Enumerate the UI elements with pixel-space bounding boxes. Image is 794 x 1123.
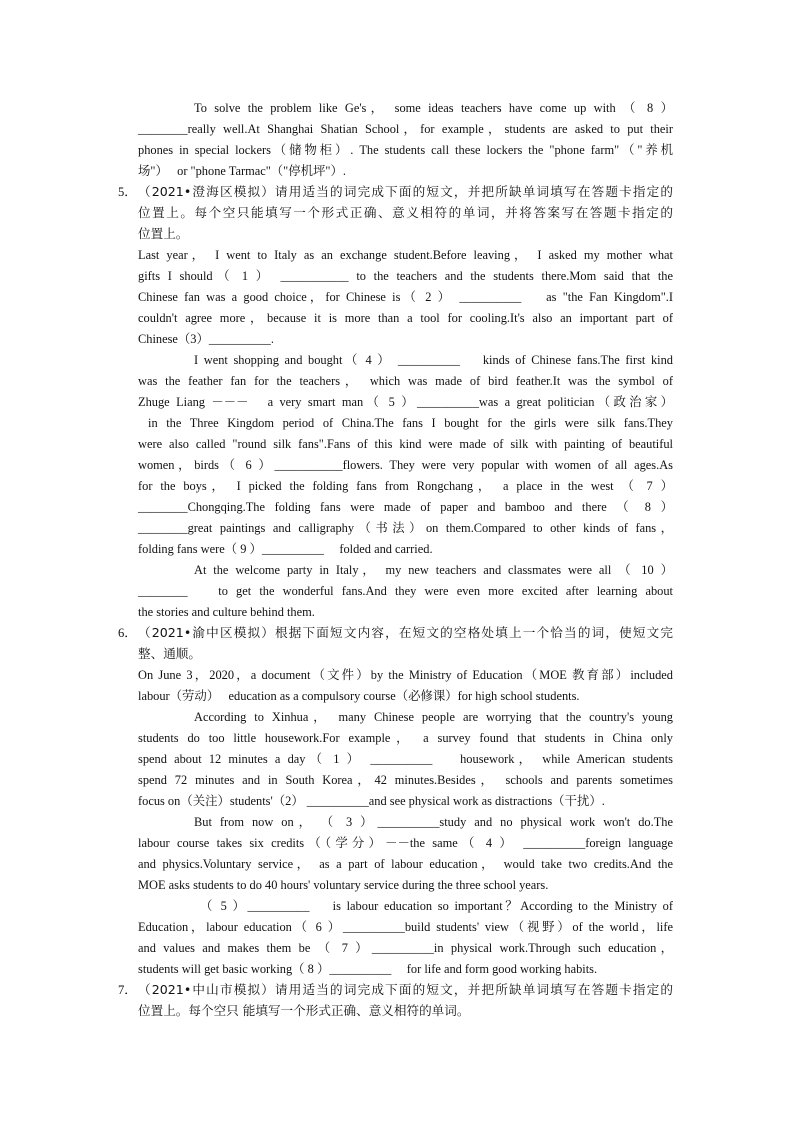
question-number: 6． bbox=[118, 626, 137, 640]
text-line: I went shopping and bought（ 4 ） __________ kinds of Chinese fans.The first kind bbox=[194, 353, 673, 367]
text-line: was the feather fan for the teachers， which was made of bird feather.It was the symbol of bbox=[138, 374, 673, 388]
text-line: focus on（关注）students'（2） __________and see physical work as distractions（干扰）. bbox=[138, 794, 605, 808]
question-instruction: （2021•渝中区模拟）根据下面短文内容，在短文的空格处填上一个恰当的词，使短文完 bbox=[138, 625, 673, 640]
text-line: ________Chongqing.The folding fans were made of paper and bamboo and there （ 8 ） bbox=[138, 500, 673, 514]
text-line: ________ to get the wonderful fans.And they were even more excited after learning about bbox=[138, 584, 673, 598]
question-instruction: （2021•中山市模拟）请用适当的词完成下面的短文，并把所缺单词填写在答题卡指定的 bbox=[138, 982, 673, 997]
text-line: 位置上。每个空只能填写一个形式正确、意义相符的单词，并将答案写在答题卡指定的 bbox=[138, 205, 673, 220]
text-line: Last year， I went to Italy as an exchange student.Before leaving， I asked my mother what bbox=[138, 248, 673, 262]
text-line: and physics.Voluntary service， as a part of labour education， would take two credits.And the bbox=[138, 857, 673, 871]
text-line: 位置上。每个空只 能填写一个形式正确、意义相符的单词。 bbox=[138, 1003, 470, 1018]
question-number: 7． bbox=[118, 983, 137, 997]
text-line: At the welcome party in Italy， my new teachers and classmates were all （ 10 ） bbox=[194, 563, 673, 577]
text-line: students will get basic working（ 8 ）__________ for life and form good working habits. bbox=[138, 962, 598, 976]
text-line: labour course takes six credits（（学分）－－the same（ 4 ） __________foreign language bbox=[138, 836, 673, 850]
text-line: Zhuge Liang －－－ a very smart man（ 5 ）__________was a great politician（政治家） bbox=[138, 395, 673, 409]
text-line: women，birds（ 6 ）___________flowers. They were very popular with women of all ages.As bbox=[138, 458, 673, 472]
text-line: Education，labour education（ 6 ）__________build students' view（视野）of the world，life bbox=[138, 920, 673, 934]
text-line: the stories and culture behind them. bbox=[138, 605, 315, 619]
text-line: couldn't agree more，because it is more than a tool for cooling.It's also an important part of bbox=[138, 311, 673, 325]
text-line: in the Three Kingdom period of China.The fans I bought for the girls were silk fans.They bbox=[148, 416, 673, 430]
text-line: To solve the problem like Ge's， some ideas teachers have come up with （ 8 ） bbox=[194, 101, 673, 115]
text-line: phones in special lockers（储物柜）. The students call these lockers the "phone farm"（"养机 bbox=[138, 143, 673, 157]
text-line: labour（劳动） education as a compulsory course（必修课）for high school students. bbox=[138, 689, 580, 703]
text-line: students do too little housework.For example， a survey found that students in China only bbox=[138, 731, 673, 745]
text-line: MOE asks students to do 40 hours' voluntary service during the three school years. bbox=[138, 878, 549, 892]
text-line: spend 72 minutes and in South Korea，42 minutes.Besides， schools and parents sometimes bbox=[138, 773, 673, 787]
text-line: were also called "round silk fans".Fans of this kind were made of silk with painting of beautiful bbox=[138, 437, 673, 451]
text-line: Chinese fan was a good choice，for Chinese is（ 2 ） __________ as "the Fan Kingdom".I bbox=[138, 290, 673, 304]
text-line: 位置上。 bbox=[138, 226, 189, 241]
text-line: for the boys， I picked the folding fans from Rongchang， a place in the west （ 7 ） bbox=[138, 479, 673, 493]
text-line: But from now on， （ 3 ）__________study and no physical work won't do.The bbox=[194, 815, 673, 829]
text-line: gifts I should（ 1 ） ___________ to the teachers and the students there.Mom said that the bbox=[138, 269, 673, 283]
text-line: ________really well.At Shanghai Shatian School，for example，students are asked to put their bbox=[138, 122, 673, 136]
text-line: On June 3，2020，a document（文件）by the Ministry of Education（MOE 教育部）included bbox=[138, 668, 673, 682]
question-instruction: （2021•澄海区模拟）请用适当的词完成下面的短文，并把所缺单词填写在答题卡指定的 bbox=[138, 184, 673, 199]
text-line: and values and makes them be （ 7 ）__________in physical work.Through such education， bbox=[138, 941, 673, 955]
text-line: （ 5 ）__________ is labour education so important？According to the Ministry of bbox=[200, 899, 673, 913]
question-number: 5． bbox=[118, 185, 137, 199]
text-line: 场"） or "phone Tarmac"（"停机坪"）. bbox=[138, 164, 346, 178]
text-line: Chinese（3）__________. bbox=[138, 332, 274, 346]
text-line: According to Xinhua， many Chinese people are worrying that the country's young bbox=[194, 710, 673, 724]
text-line: ________great paintings and calligraphy（书法）on them.Compared to other kinds of fans， bbox=[138, 521, 673, 535]
text-line: folding fans were（ 9 ）__________ folded and carried. bbox=[138, 542, 433, 556]
text-line: spend about 12 minutes a day（ 1 ） __________ housework， while American students bbox=[138, 752, 673, 766]
text-line: 整、通顺。 bbox=[138, 646, 201, 661]
